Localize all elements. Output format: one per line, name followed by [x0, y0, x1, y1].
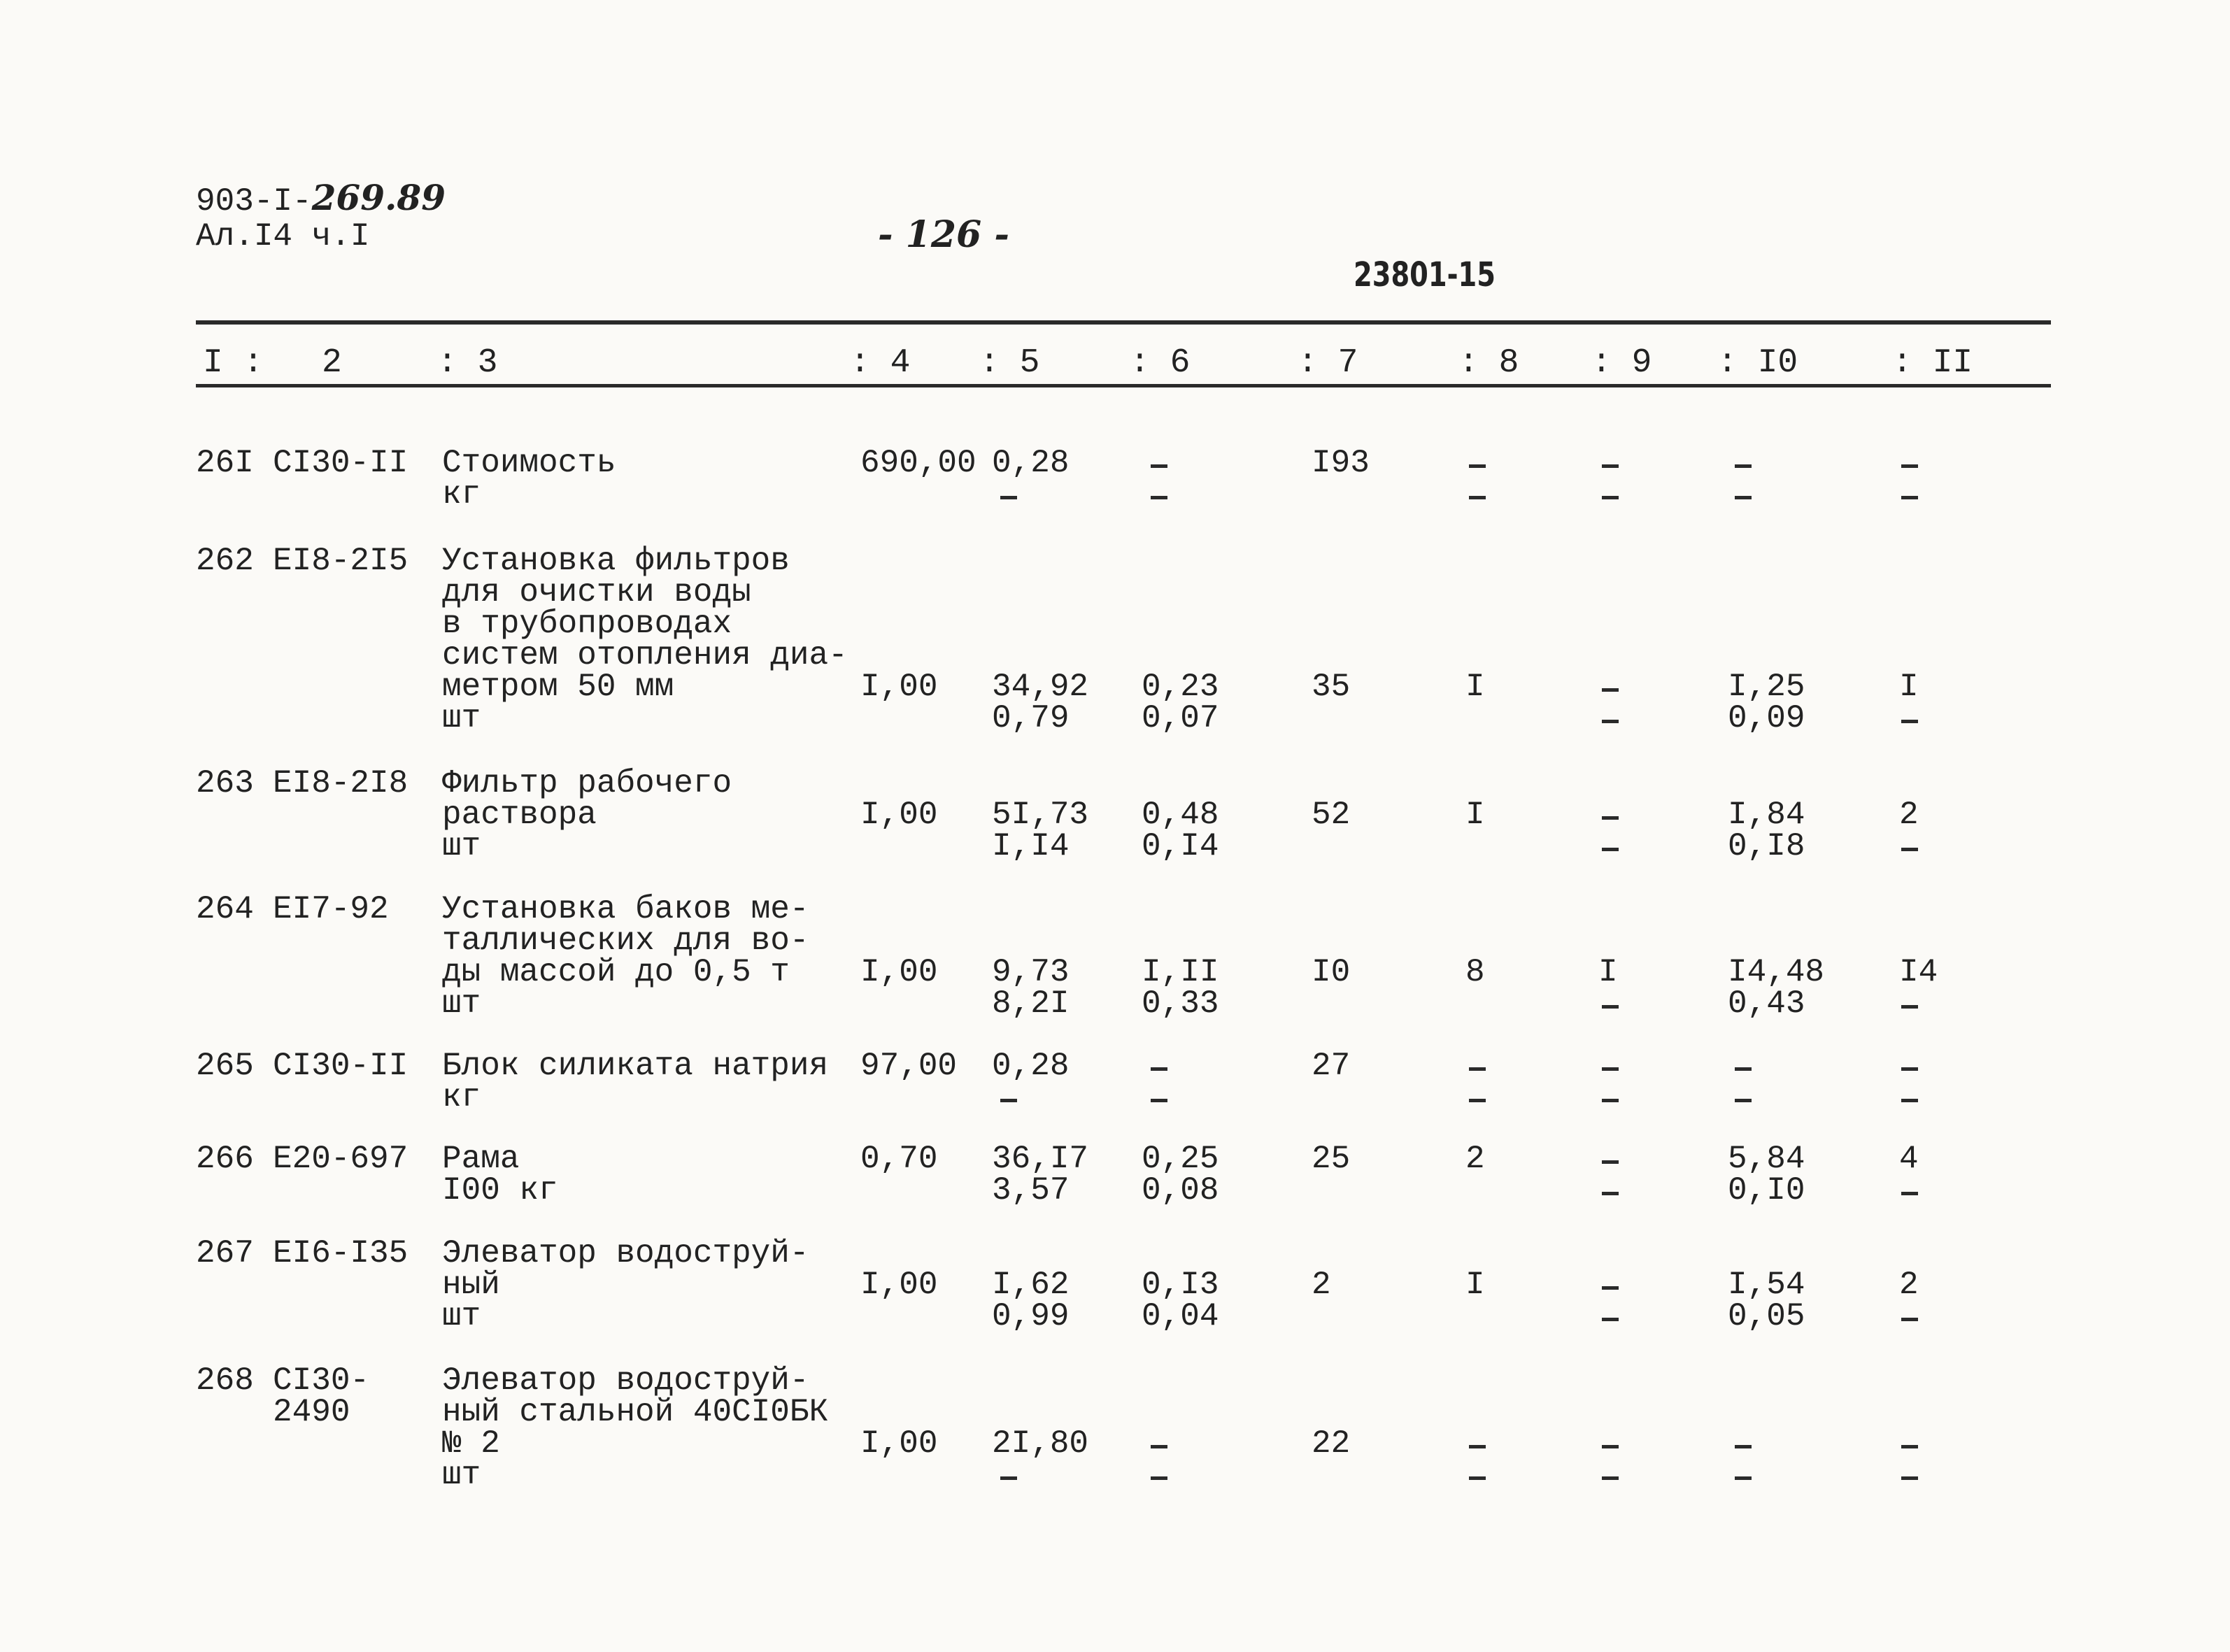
col11-cell: I	[1899, 669, 1919, 705]
empty-dash	[1000, 1476, 1017, 1480]
item-name: Установка баков ме- таллических для во- ды массой до 0,5 т шт	[442, 891, 809, 1022]
rate-code: EI6-I35	[273, 1235, 409, 1272]
total-cost-cell: 52	[1312, 797, 1351, 833]
unit-cost-cell: 34,92 0,79	[992, 669, 1089, 736]
unit-cost-cell: 2I,80	[992, 1425, 1089, 1462]
column-header-3: : 3	[437, 344, 498, 382]
empty-dash	[1901, 720, 1918, 723]
empty-dash	[1151, 1445, 1167, 1448]
sheet-label: Ал.I4 ч.I	[196, 218, 370, 255]
column-header-8: : 8	[1458, 344, 1519, 382]
col11-cell: 2	[1899, 797, 1919, 833]
empty-dash	[1151, 464, 1167, 468]
empty-dash	[1469, 464, 1486, 468]
empty-dash	[1151, 1099, 1167, 1102]
rate-code: E20-697	[273, 1141, 409, 1177]
empty-dash	[1901, 1192, 1918, 1195]
empty-dash	[1000, 1099, 1017, 1102]
row-number: 263	[196, 765, 254, 802]
col10-cell: I,25 0,09	[1728, 669, 1805, 736]
item-name: Блок силиката натрия кг	[442, 1048, 829, 1116]
quantity-cell: I,00	[860, 669, 938, 705]
empty-dash	[1602, 816, 1619, 820]
empty-dash	[1151, 1067, 1167, 1071]
empty-dash	[1151, 1476, 1167, 1480]
item-name: Фильтр рабочего раствора шт	[442, 765, 732, 864]
rate-code: CI30- 2490	[273, 1362, 370, 1430]
empty-dash	[1602, 1192, 1619, 1195]
row-number: 267	[196, 1235, 254, 1272]
total-cost-cell: 2	[1312, 1267, 1331, 1303]
rate-code: EI8-2I8	[273, 765, 409, 802]
empty-dash	[1602, 848, 1619, 851]
item-name: Установка фильтров для очистки воды в трубопроводах систем отопления диа- метром 50 мм шт	[442, 543, 848, 736]
row-number: 268	[196, 1362, 254, 1399]
empty-dash	[1602, 1005, 1619, 1009]
column-header-10: : I0	[1717, 344, 1798, 382]
empty-dash	[1000, 496, 1017, 499]
empty-dash	[1901, 1318, 1918, 1321]
empty-dash	[1602, 720, 1619, 723]
rate-code: EI7-92	[273, 891, 389, 927]
empty-dash	[1602, 1476, 1619, 1480]
item-name: Стоимость кг	[442, 445, 616, 513]
empty-dash	[1469, 1067, 1486, 1071]
col10-cell: I4,48 0,43	[1728, 954, 1825, 1022]
empty-dash	[1469, 1445, 1486, 1448]
col6-cell: 0,I3 0,04	[1142, 1267, 1219, 1334]
item-name: Рама I00 кг	[442, 1141, 558, 1209]
row-number: 264	[196, 891, 254, 927]
empty-dash	[1151, 496, 1167, 499]
column-header-7: : 7	[1298, 344, 1358, 382]
col10-cell: I,54 0,05	[1728, 1267, 1805, 1334]
column-header-11: : II	[1892, 344, 1973, 382]
empty-dash	[1735, 1099, 1752, 1102]
empty-dash	[1735, 1445, 1752, 1448]
empty-dash	[1901, 1445, 1918, 1448]
unit-cost-cell: 9,73 8,2I	[992, 954, 1070, 1022]
document-code-prefix: 903-I-	[196, 183, 312, 220]
col6-cell: 0,48 0,I4	[1142, 797, 1219, 864]
row-number: 265	[196, 1048, 254, 1084]
rate-code: EI8-2I5	[273, 543, 409, 579]
empty-dash	[1469, 496, 1486, 499]
empty-dash	[1901, 496, 1918, 499]
row-number: 266	[196, 1141, 254, 1177]
col10-cell: 5,84 0,I0	[1728, 1141, 1805, 1209]
quantity-cell: 0,70	[860, 1141, 938, 1177]
row-number: 26I	[196, 445, 254, 481]
total-cost-cell: I0	[1312, 954, 1351, 990]
col8-cell: 2	[1465, 1141, 1485, 1177]
rate-code: CI30-II	[273, 445, 409, 481]
empty-dash	[1469, 1099, 1486, 1102]
quantity-cell: I,00	[860, 1425, 938, 1462]
column-header-9: : 9	[1591, 344, 1652, 382]
empty-dash	[1602, 1067, 1619, 1071]
total-cost-cell: 22	[1312, 1425, 1351, 1462]
item-name: Элеватор водоструй- ный шт	[442, 1235, 809, 1334]
document-code	[196, 178, 446, 221]
col11-cell: I4	[1899, 954, 1938, 990]
unit-cost-cell: 0,28	[992, 1048, 1070, 1084]
quantity-cell: I,00	[860, 954, 938, 990]
empty-dash	[1901, 1099, 1918, 1102]
empty-dash	[1735, 1476, 1752, 1480]
empty-dash	[1901, 1067, 1918, 1071]
unit-cost-cell: 5I,73 I,I4	[992, 797, 1089, 864]
col8-cell: 8	[1465, 954, 1485, 990]
empty-dash	[1602, 1099, 1619, 1102]
row-number: 262	[196, 543, 254, 579]
rate-code: CI30-II	[273, 1048, 409, 1084]
empty-dash	[1602, 1286, 1619, 1290]
col10-cell: I,84 0,I8	[1728, 797, 1805, 864]
empty-dash	[1602, 688, 1619, 692]
quantity-cell: 97,00	[860, 1048, 958, 1084]
column-header-1: I :	[203, 344, 264, 382]
quantity-cell: 690,00	[860, 445, 976, 481]
empty-dash	[1735, 1067, 1752, 1071]
empty-dash	[1901, 1476, 1918, 1480]
item-name: Элеватор водоструй- ный стальной 40CI0БК № 2 шт	[442, 1362, 829, 1493]
empty-dash	[1602, 1160, 1619, 1164]
quantity-cell: I,00	[860, 1267, 938, 1303]
unit-cost-cell: I,62 0,99	[992, 1267, 1070, 1334]
empty-dash	[1901, 1005, 1918, 1009]
inventory-stamp: 23801-15	[1354, 255, 1496, 294]
document-code-handwritten: 269.89	[311, 177, 446, 218]
empty-dash	[1602, 1445, 1619, 1448]
quantity-cell: I,00	[860, 797, 938, 833]
header-bottom-rule	[196, 384, 2051, 387]
total-cost-cell: 25	[1312, 1141, 1351, 1177]
col6-cell: I,II 0,33	[1142, 954, 1219, 1022]
col11-cell: 4	[1899, 1141, 1919, 1177]
col11-cell: 2	[1899, 1267, 1919, 1303]
empty-dash	[1901, 848, 1918, 851]
column-header-5: : 5	[979, 344, 1040, 382]
header-top-rule	[196, 320, 2051, 325]
column-header-2: 2	[322, 344, 342, 382]
page-number: - 126 -	[878, 213, 1009, 256]
empty-dash	[1735, 496, 1752, 499]
empty-dash	[1901, 464, 1918, 468]
total-cost-cell: 27	[1312, 1048, 1351, 1084]
empty-dash	[1469, 1476, 1486, 1480]
unit-cost-cell: 0,28	[992, 445, 1070, 481]
col6-cell: 0,25 0,08	[1142, 1141, 1219, 1209]
column-header-6: : 6	[1130, 344, 1191, 382]
col8-cell: I	[1465, 797, 1485, 833]
total-cost-cell: 35	[1312, 669, 1351, 705]
empty-dash	[1602, 496, 1619, 499]
empty-dash	[1602, 464, 1619, 468]
col6-cell: 0,23 0,07	[1142, 669, 1219, 736]
total-cost-cell: I93	[1312, 445, 1370, 481]
empty-dash	[1602, 1318, 1619, 1321]
col8-cell: I	[1465, 1267, 1485, 1303]
col8-cell: I	[1465, 669, 1485, 705]
column-header-4: : 4	[850, 344, 911, 382]
unit-cost-cell: 36,I7 3,57	[992, 1141, 1089, 1209]
empty-dash	[1735, 464, 1752, 468]
col9-cell: I	[1598, 954, 1618, 990]
